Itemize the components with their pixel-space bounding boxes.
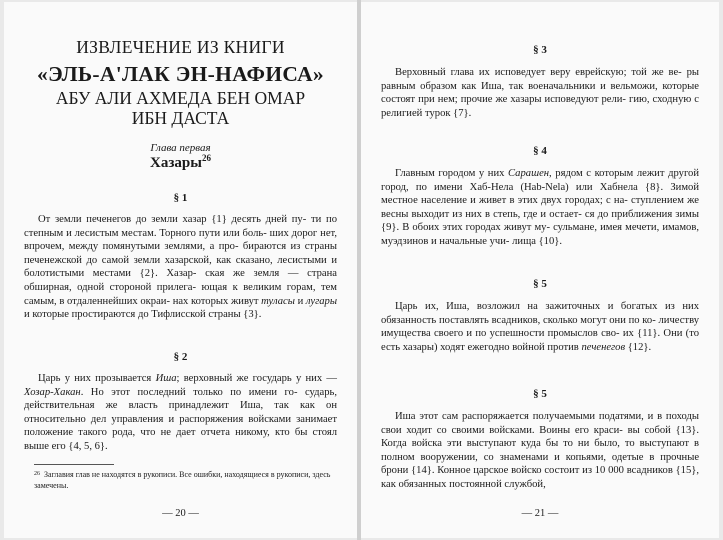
book-title-intro: ИЗВЛЕЧЕНИЕ ИЗ КНИГИ bbox=[76, 37, 285, 57]
section-3-heading: § 3 bbox=[533, 44, 547, 56]
section-2-heading: § 2 bbox=[173, 351, 188, 363]
footnote-text: Заглавия глав не находятся в рукописи. Все ошибки, находящиеся в рукописи, здесь замечены. bbox=[34, 470, 331, 490]
chapter-heading bbox=[24, 155, 337, 172]
section-4-heading: § 4 bbox=[533, 145, 547, 157]
section-2-text bbox=[24, 372, 337, 454]
section-5b-heading: § 5 bbox=[533, 388, 547, 400]
chapter-label: Глава первая bbox=[150, 142, 211, 154]
footnote-ref: 26 bbox=[201, 153, 211, 163]
heading-text: Хазары bbox=[150, 155, 202, 171]
section-1-text bbox=[24, 213, 337, 322]
paragraph: От земли печенегов до земли хазар {1} десять дней пу- ти по степным и лесистым местам. Торного пути или боль- ших дорог нет, впрочем, между помянутыми землями, а про- бираются из страны печенежской до самой земли хазарской, как сказано, лесистыми и болотистыми местами {2}. Хазар- ская же земля — страна обширная, одной стороной прилега- ющая к великим горам, тем самым, в отдаленнейших окраи- нах которых живут туласы и лугары и которые простираются до Тифлисской страны {3}. bbox=[24, 214, 338, 321]
paragraph: Иша этот сам распоряжается получаемыми податями, и в походы свои ходит со своими войсками. Воины его краси- вы собой {13}. Когда войска эти выступают куда бы то ни было, то выступают в полном вооружении, со знаменами и копьями, одетые в прочные брони {14}. Конное царское войско состоит из 10 000 всадников {15}, как обязанных постоянной службой, bbox=[381, 411, 700, 490]
left-page bbox=[4, 2, 357, 538]
page-number: — 21 — bbox=[521, 508, 559, 519]
footnote bbox=[34, 469, 334, 491]
book-title: «ЭЛЬ-А'ЛАК ЭН-НАФИСА» bbox=[37, 62, 324, 86]
paragraph: Главным городом у них Сарашен, рядом с которым лежит другой город, по имени Хаб-Нела (Hab-Nela) или Хабнела {8}. Зимой местное население и живет в этих двух городах; с на- ступлением же весны выходит из них в степь, где и остает- ся до приближения зимы {9}. В обоих этих городах живут му- сульмане, имея мечети, имамов, муэдзинов и начальные учи- лища {10}. bbox=[381, 168, 700, 247]
paragraph: Верховный глава их исповедует веру еврейскую; той же ве- ры равным образом как Иша, так военачальники и вельможи, которые состоят при нем; прочие же хазары исповедуют рели- гию, сходную с религией турок {7}. bbox=[381, 67, 699, 119]
section-4-text bbox=[381, 167, 699, 249]
paragraph: Царь у них прозывается Иша; верховный же государь у них — Хозар-Хакан. Но этот последний только по имени го- сударь, действительная же власть принадлежит Иша, так как он относительно дел управления и распоряжения войсками занимает положение такого рода, что не дает отчета никому, кто бы стоял выше его {4, 5, 6}. bbox=[24, 373, 338, 452]
right-page bbox=[361, 2, 719, 538]
footnote-mark: 26 bbox=[34, 471, 40, 477]
section-5-heading: § 5 bbox=[533, 278, 547, 290]
section-1-heading: § 1 bbox=[173, 192, 188, 204]
footnote-divider bbox=[34, 464, 114, 465]
section-5-text bbox=[381, 300, 699, 354]
author-name-line2: ИБН ДАСТА bbox=[131, 108, 230, 128]
author-name-line1: АБУ АЛИ АХМЕДА БЕН ОМАР bbox=[55, 88, 306, 108]
paragraph: Царь их, Иша, возложил на зажиточных и богатых из них обязанность поставлять всадников, сколько могут они по ко- личеству имущества своего и по успешности промыслов сво- их {11}. Они (то есть хазары) ходят ежегодно войной против печенегов {12}. bbox=[381, 301, 700, 353]
page-number: — 20 — bbox=[162, 508, 199, 519]
section-5b-text bbox=[381, 410, 699, 492]
section-3-text bbox=[381, 66, 699, 120]
